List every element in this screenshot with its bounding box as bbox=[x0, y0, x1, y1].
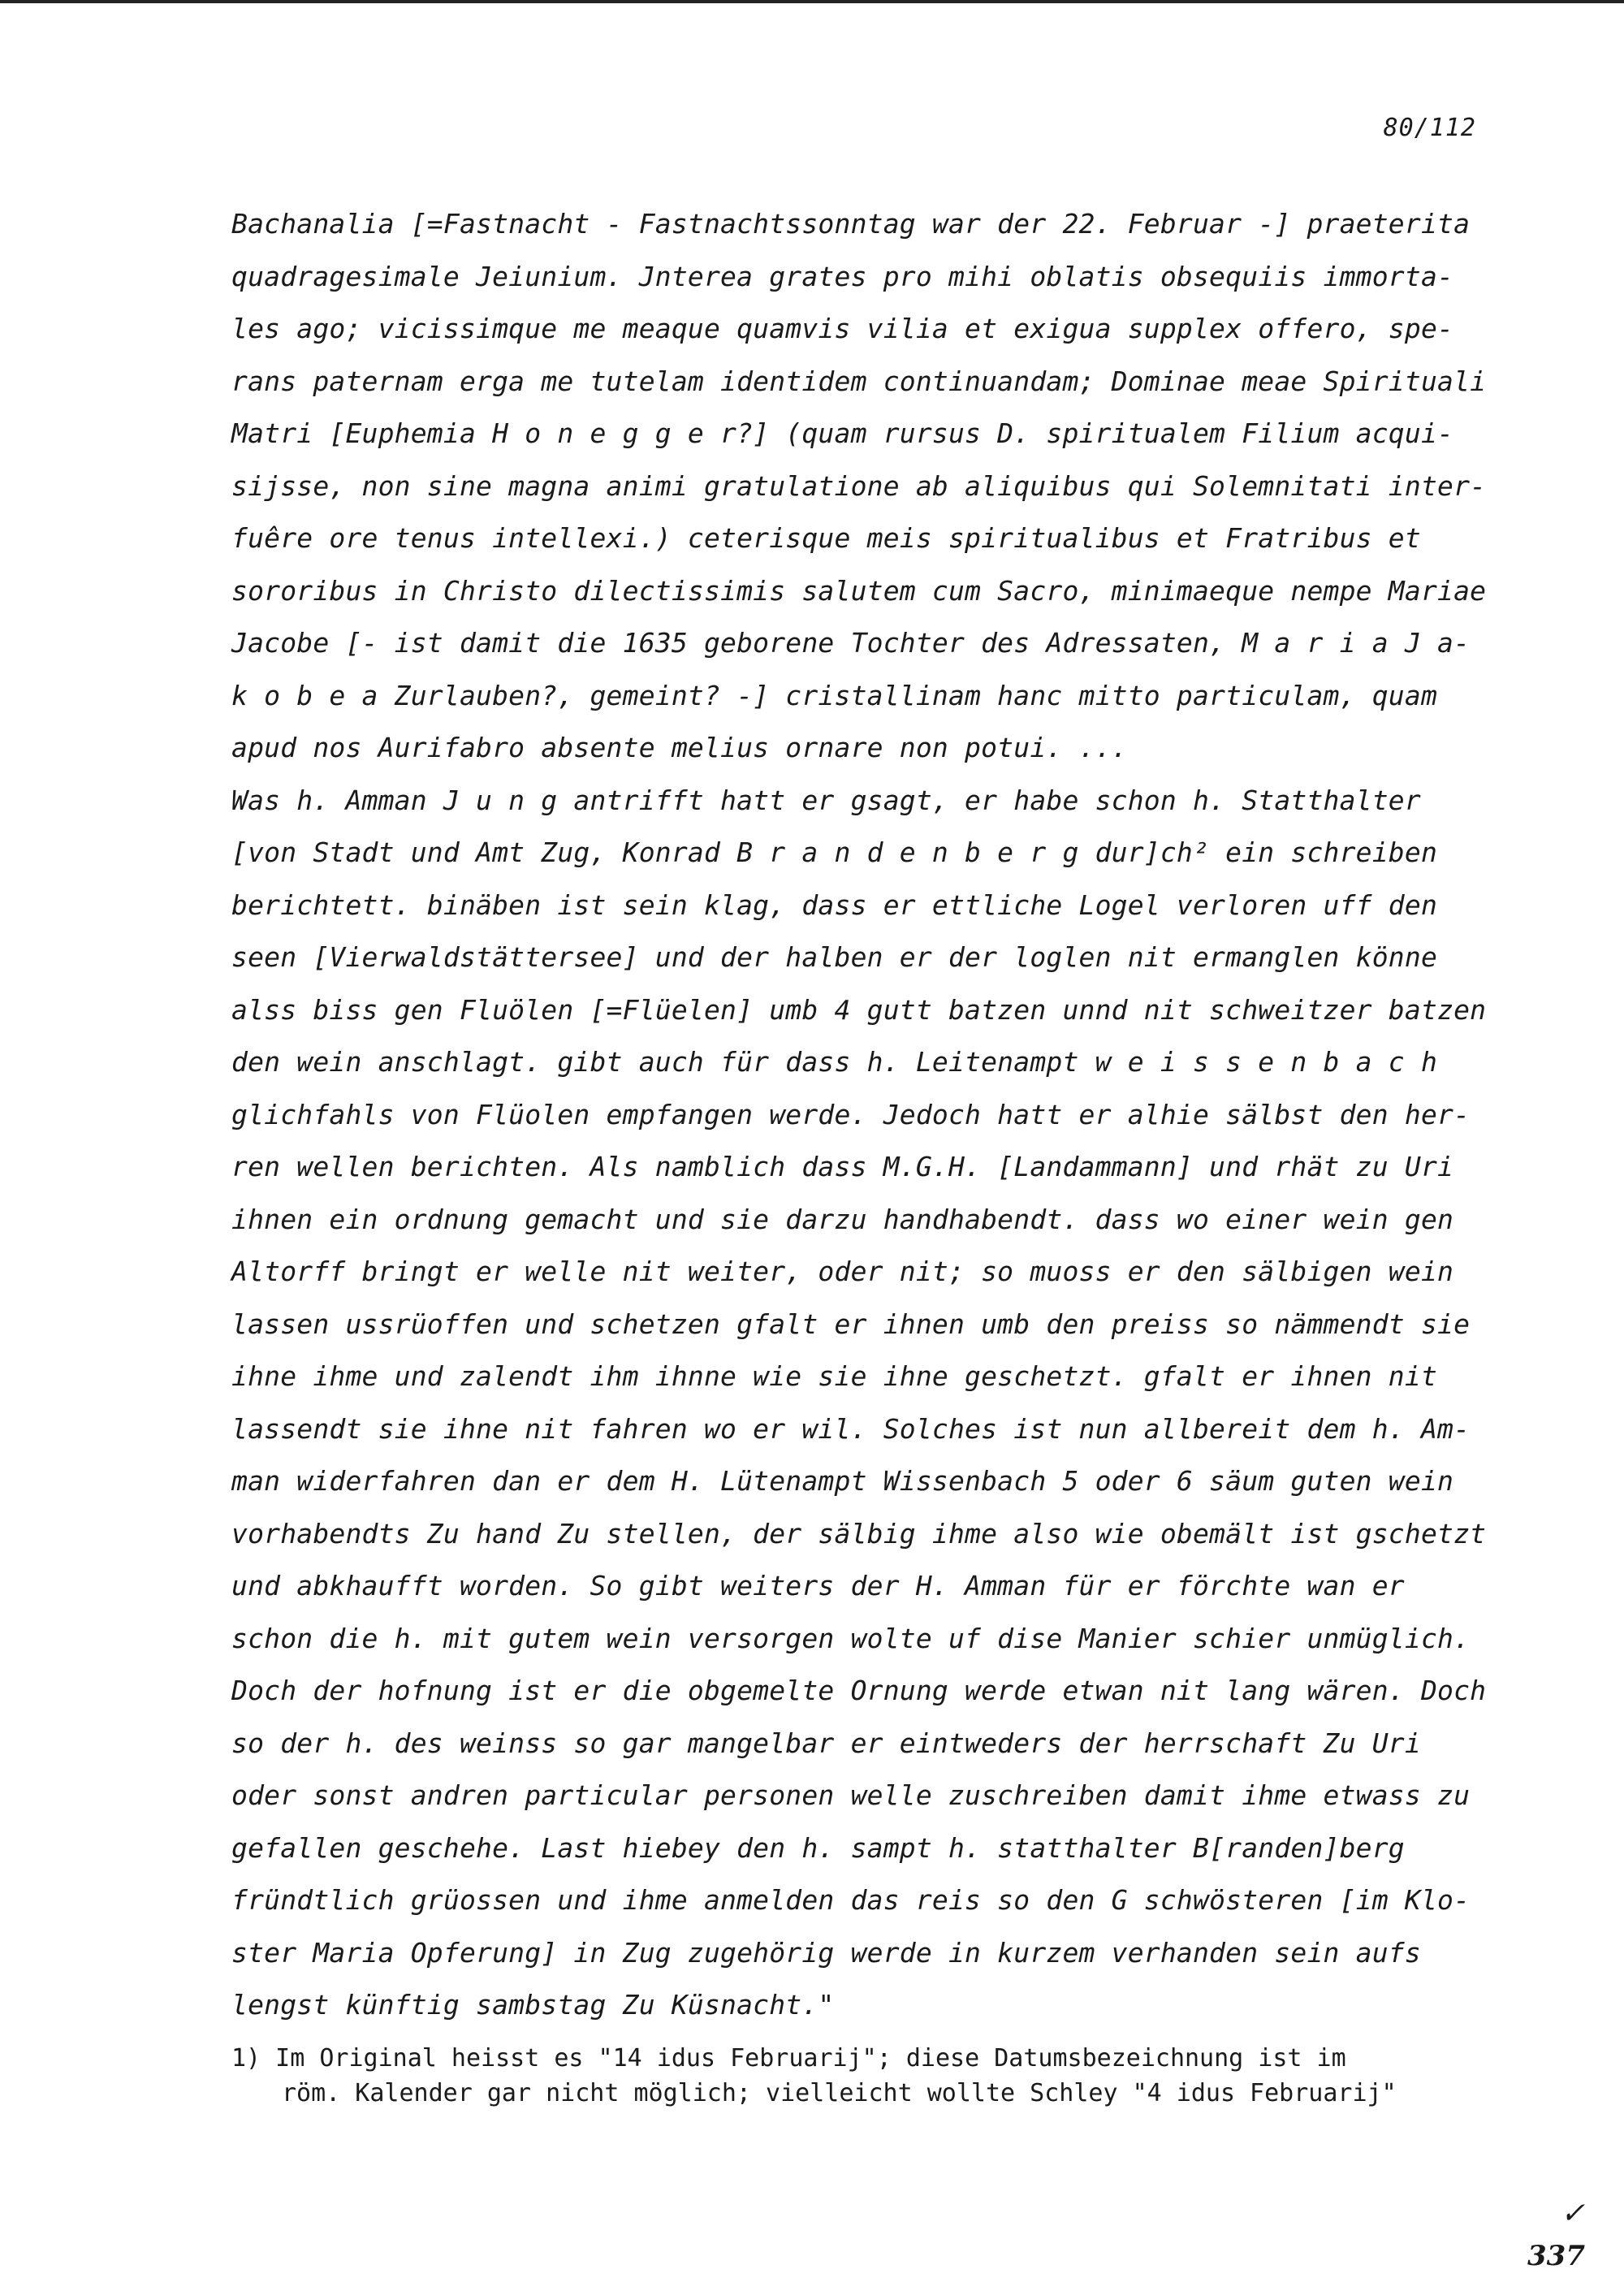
checkmark-icon: ✓ bbox=[1560, 2197, 1585, 2230]
text-line: alss biss gen Fluölen [=Flüelen] umb 4 gutt batzen unnd nit schweitzer batzen bbox=[231, 993, 1487, 1026]
text-line: ihne ihme und zalendt ihm ihnne wie sie ihne geschetzt. gfalt er ihnen nit bbox=[231, 1360, 1438, 1392]
footnote-block bbox=[231, 2041, 1547, 2111]
text-line: Altorff bringt er welle nit weiter, oder nit; so muoss er den sälbigen wein bbox=[231, 1256, 1454, 1287]
text-line: Jacobe [- ist damit die 1635 geborene Tochter des Adressaten, M a r i a J a- bbox=[231, 627, 1471, 659]
text-line: so der h. des weinss so gar mangelbar er eintweders der herrschaft Zu Uri bbox=[231, 1727, 1421, 1759]
text-line: gefallen geschehe. Last hiebey den h. sampt h. statthalter B[randen]berg bbox=[231, 1831, 1405, 1864]
text-line: Bachanalia [=Fastnacht - Fastnachtssonntag war der 22. Februar -] praeterita bbox=[231, 208, 1471, 240]
text-line: sororibus in Christo dilectissimis salutem cum Sacro, minimaeque nempe Mariae bbox=[231, 574, 1487, 607]
text-line: rans paternam erga me tutelam identidem continuandam; Dominae meae Spirituali bbox=[231, 365, 1487, 397]
text-line: ster Maria Opferung] in Zug zugehörig werde in kurzem verhanden sein aufs bbox=[231, 1936, 1421, 1969]
text-line: fuêre ore tenus intellexi.) ceterisque meis spiritualibus et Fratribus et bbox=[231, 522, 1421, 554]
text-line: lengst künftig sambstag Zu Küsnacht." bbox=[231, 1989, 835, 2021]
footnote-line: röm. Kalender gar nicht möglich; vielleicht wollte Schley "4 idus Februarij" bbox=[282, 2079, 1397, 2107]
text-line: k o b e a Zurlauben?, gemeint? -] cristallinam hanc mitto particulam, quam bbox=[231, 679, 1438, 711]
text-line: [von Stadt und Amt Zug, Konrad B r a n d e n b e r g dur]ch² ein schreiben bbox=[231, 836, 1438, 868]
archive-folio-mark bbox=[1527, 2193, 1585, 2277]
text-line: quadragesimale Jeiunium. Jnterea grates pro mihi oblatis obsequiis immorta- bbox=[231, 260, 1454, 292]
text-line: ihnen ein ordnung gemacht und sie darzu handhabendt. dass wo einer wein gen bbox=[231, 1203, 1454, 1235]
folio-number: 337 bbox=[1527, 2240, 1585, 2272]
text-line: und abkhaufft worden. So gibt weiters der H. Amman für er förchte wan er bbox=[231, 1570, 1405, 1602]
text-line: sijsse, non sine magna animi gratulatione ab aliquibus qui Solemnitati inter- bbox=[231, 469, 1487, 502]
text-line: berichtett. binäben ist sein klag, dass er ettliche Logel verloren uff den bbox=[231, 888, 1438, 921]
text-line: les ago; vicissimque me meaque quamvis vilia et exigua supplex offero, spe- bbox=[231, 313, 1454, 344]
text-line: fründtlich grüossen und ihme anmelden das reis so den G schwösteren [im Klo- bbox=[231, 1884, 1471, 1916]
text-line: Doch der hofnung ist er die obgemelte Ornung werde etwan nit lang wären. Doch bbox=[231, 1675, 1487, 1706]
text-line: man widerfahren dan er dem H. Lütenampt Wissenbach 5 oder 6 säum guten wein bbox=[231, 1465, 1454, 1497]
text-line: lassendt sie ihne nit fahren wo er wil. Solches ist nun allbereit dem h. Am- bbox=[231, 1412, 1471, 1445]
text-line: Matri [Euphemia H o n e g g e r?] (quam rursus D. spiritualem Filium acqui- bbox=[231, 417, 1454, 449]
text-line: ren wellen berichten. Als namblich dass M.G.H. [Landammann] und rhät zu Uri bbox=[231, 1151, 1454, 1182]
text-line: seen [Vierwaldstättersee] und der halben er der loglen nit ermanglen könne bbox=[231, 941, 1438, 973]
top-border-rule bbox=[0, 0, 1624, 3]
text-line: Was h. Amman J u n g antrifft hatt er gsagt, er habe schon h. Statthalter bbox=[231, 784, 1421, 816]
text-line: glichfahls von Flüolen empfangen werde. Jedoch hatt er alhie sälbst den her- bbox=[231, 1098, 1471, 1130]
text-line: oder sonst andren particular personen welle zuschreiben damit ihme etwass zu bbox=[231, 1779, 1471, 1811]
text-line: lassen ussrüoffen und schetzen gfalt er ihnen umb den preiss so nämmendt sie bbox=[231, 1308, 1471, 1340]
transcription-body bbox=[231, 198, 1514, 2032]
page-number: 80/112 bbox=[1383, 114, 1476, 142]
text-line: apud nos Aurifabro absente melius ornare non potui. ... bbox=[231, 732, 1128, 763]
text-line: schon die h. mit gutem wein versorgen wolte uf dise Manier schier unmüglich. bbox=[231, 1622, 1471, 1654]
text-line: den wein anschlagt. gibt auch für dass h. Leitenampt w e i s s e n b a c h bbox=[231, 1046, 1438, 1078]
footnote-line: 1) Im Original heisst es "14 idus Februarij"; diese Datumsbezeichnung ist im bbox=[231, 2044, 1346, 2073]
text-line: vorhabendts Zu hand Zu stellen, der sälbig ihme also wie obemält ist gschetzt bbox=[231, 1517, 1487, 1550]
